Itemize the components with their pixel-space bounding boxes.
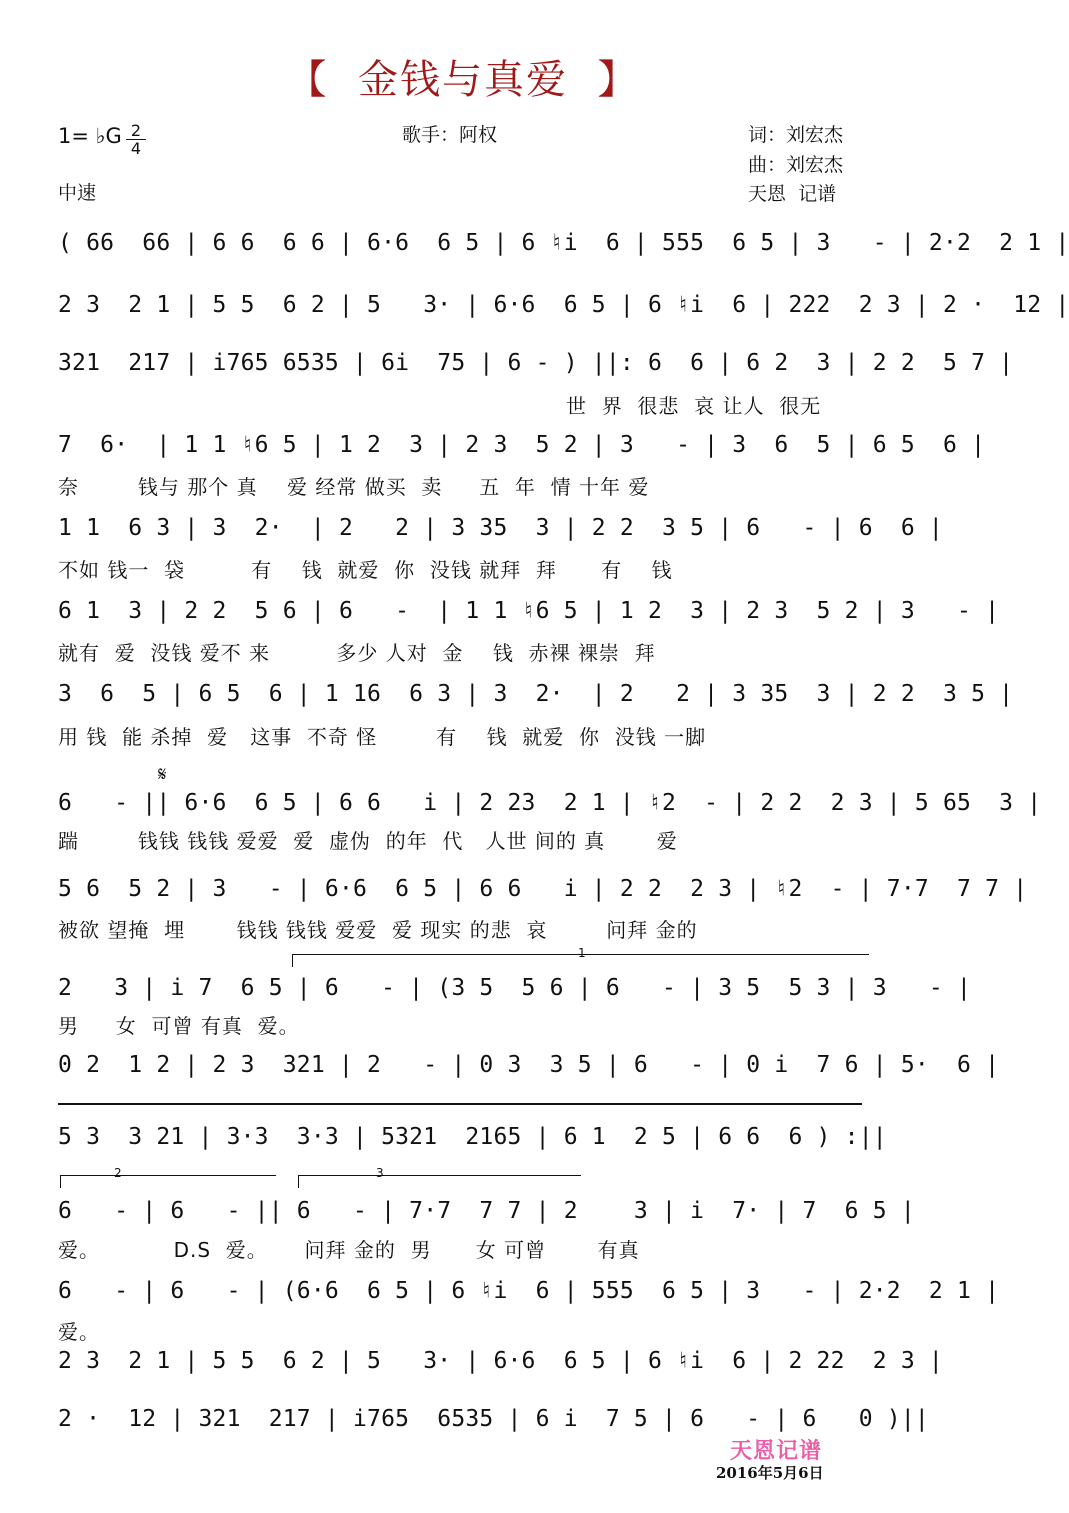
- score-line-11: 0 2 1 2 | 2 3 321 | 2 - | 0 3 3 5 | 6 - | 0 i 7 6 | 5· 6 |: [58, 1052, 1000, 1078]
- score-line-1: ( 66 66 | 6 6 6 6 | 6·6 6 5 | 6 ♮i 6 | 555 6 5 | 3 - | 2·2 2 1 |: [58, 230, 1069, 256]
- score-line-10: 2 3 | i 7 6 5 | 6 - | (3 5 5 6 | 6 - | 3 5 5 3 | 3 - |: [58, 975, 972, 1001]
- transcription-date: 2016年5月6日: [716, 1464, 824, 1482]
- score-line-13: 6 - | 6 - || 6 - | 7·7 7 7 | 2 3 | i 7· | 7 6 5 |: [58, 1198, 915, 1224]
- volta-number-3: 3: [376, 1166, 384, 1180]
- score-line-12: 5 3 3 21 | 3·3 3·3 | 5321 2165 | 6 1 2 5 | 6 6 6 ) :||: [58, 1124, 887, 1150]
- volta-bracket-2: [60, 1175, 276, 1188]
- key-signature: 1= ♭G: [58, 124, 122, 148]
- lyric-line-6: 就有 爱 没钱 爱不 来 多少 人对 金 钱 赤裸 裸崇 拜: [58, 641, 656, 665]
- lyric-line-4: 奈 钱与 那个 真 爱 经常 做买 卖 五 年 情 十年 爱: [58, 475, 650, 499]
- time-signature-top: 2: [130, 121, 142, 140]
- transcriber-credit: 天恩 记谱: [748, 183, 837, 205]
- volta-number-2: 2: [114, 1166, 122, 1180]
- composer-credit: 曲：刘宏杰: [748, 154, 844, 176]
- lyric-line-7: 用 钱 能 杀掉 爱 这事 不奇 怪 有 钱 就爱 你 没钱 一脚: [58, 725, 707, 749]
- lyricist-credit: 词：刘宏杰: [748, 124, 844, 146]
- lyric-line-5: 不如 钱一 袋 有 钱 就爱 你 没钱 就拜 拜 有 钱: [58, 558, 673, 582]
- score-line-15: 2 3 2 1 | 5 5 6 2 | 5 3· | 6·6 6 5 | 6 ♮i 6 | 2 22 2 3 |: [58, 1348, 943, 1374]
- page-title: 【 金钱与真爱 】: [286, 57, 640, 103]
- score-line-8: 6 - || 6·6 6 5 | 6 6 i | 2 23 2 1 | ♮2 - | 2 2 2 3 | 5 65 3 |: [58, 790, 1042, 816]
- lyric-line-10: 男 女 可曾 有真 爱。: [58, 1014, 300, 1038]
- score-line-7: 3 6 5 | 6 5 6 | 1 16 6 3 | 3 2· | 2 2 | 3 35 3 | 2 2 3 5 |: [58, 681, 1014, 707]
- score-line-4: 7 6· | 1 1 ♮6 5 | 1 2 3 | 2 3 5 2 | 3 - | 3 6 5 | 6 5 6 |: [58, 432, 986, 458]
- score-line-16: 2 · 12 | 321 217 | i765 6535 | 6 i 7 5 | 6 - | 6 0 )||: [58, 1406, 929, 1432]
- score-line-6: 6 1 3 | 2 2 5 6 | 6 - | 1 1 ♮6 5 | 1 2 3 | 2 3 5 2 | 3 - |: [58, 598, 1000, 624]
- transcriber-stamp: 天恩记谱: [730, 1438, 823, 1464]
- lyric-line-8: 踹 钱钱 钱钱 爱爱 爱 虚伪 的年 代 人世 间的 真 爱: [58, 829, 678, 853]
- repeat-bracket-line: [58, 1103, 862, 1105]
- score-line-5: 1 1 6 3 | 3 2· | 2 2 | 3 35 3 | 2 2 3 5 | 6 - | 6 6 |: [58, 515, 943, 541]
- lyric-line-14: 爱。: [58, 1320, 100, 1344]
- lyric-line-9: 被欲 望掩 埋 钱钱 钱钱 爱爱 爱 现实 的悲 哀 问拜 金的: [58, 918, 698, 942]
- score-line-2: 2 3 2 1 | 5 5 6 2 | 5 3· | 6·6 6 5 | 6 ♮i 6 | 222 2 3 | 2 · 12 |: [58, 292, 1069, 318]
- volta-number-1: 1: [578, 946, 586, 960]
- score-line-9: 5 6 5 2 | 3 - | 6·6 6 5 | 6 6 i | 2 2 2 3 | ♮2 - | 7·7 7 7 |: [58, 876, 1028, 902]
- segno-sign: 𝄋: [158, 762, 167, 786]
- volta-bracket-3: [298, 1175, 581, 1188]
- score-line-14: 6 - | 6 - | (6·6 6 5 | 6 ♮i 6 | 555 6 5 | 3 - | 2·2 2 1 |: [58, 1278, 1000, 1304]
- lyric-line-13: 爱。 D.S 爱。 问拜 金的 男 女 可曾 有真: [58, 1238, 640, 1262]
- score-line-3: 321 217 | i765 6535 | 6i 75 | 6 - ) ||: 6 6 | 6 2 3 | 2 2 5 7 |: [58, 350, 1014, 376]
- lyric-line-3: 世 界 很悲 哀 让人 很无: [566, 394, 822, 418]
- time-signature-bottom: 4: [126, 139, 146, 157]
- singer-credit: 歌手：阿权: [402, 124, 498, 146]
- time-signature: [126, 122, 146, 157]
- tempo-marking: 中速: [58, 182, 97, 204]
